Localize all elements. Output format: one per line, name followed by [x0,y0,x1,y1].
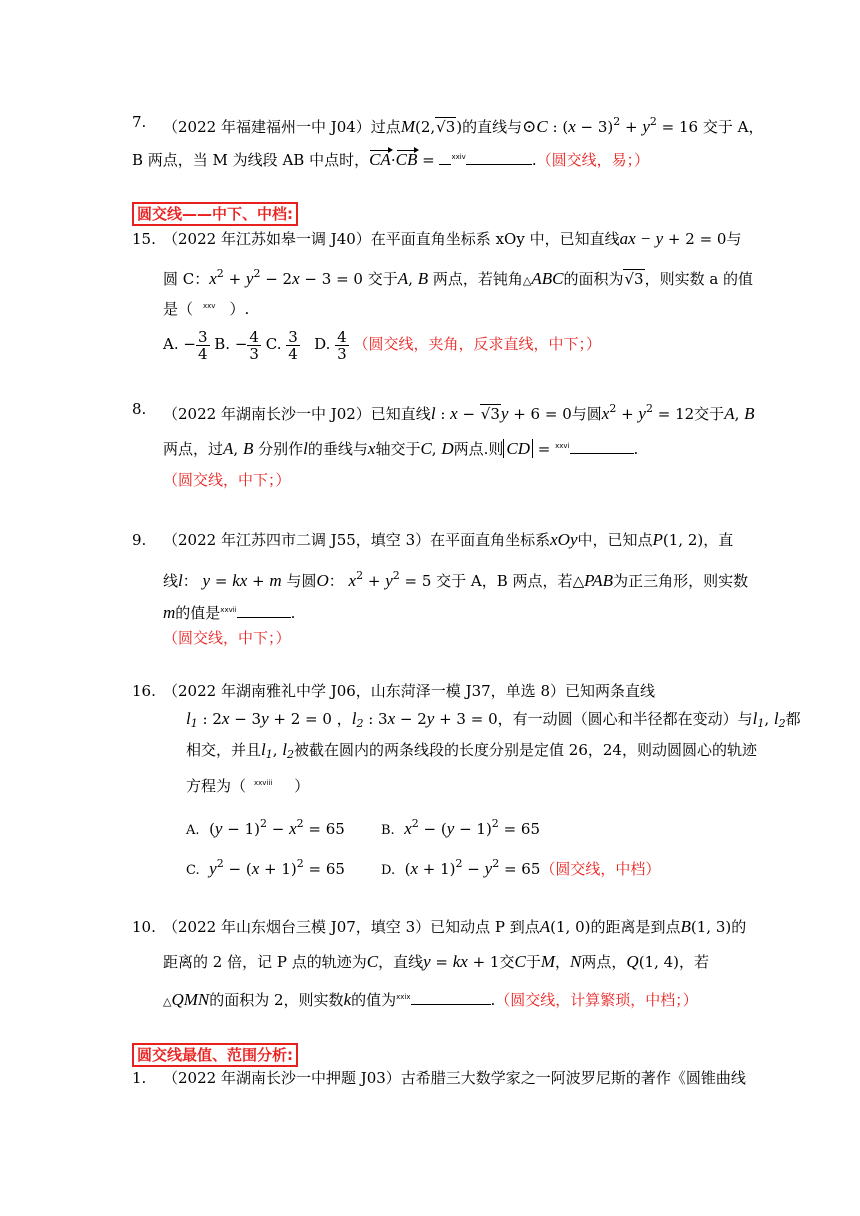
difficulty-tag: （圆交线，计算繁琐，中档；） [495,991,698,1009]
problem-number: 10. [132,918,156,936]
problem-line: （2022 年湖南长沙一中押题 J03）古希腊三大数学家之一阿波罗尼斯的著作《圆锥曲线 [163,1069,746,1087]
problem-line: 两点，过A, B 分别作l的垂线与x轴交于C, D两点.则 CD = $^{xxvi}$ . [163,439,639,458]
problem-line: （2022 年福建福州一中 J04）过点M(2,√3)的直线与⊙C : $(x - 3)^2 + y^2 = 16$ 交于 A， [163,115,764,136]
problem-line: 是（ $^{xxv}$ ）. [163,300,250,318]
difficulty-tag: （圆交线，中下；） [163,471,291,489]
answer-options: A. − $\frac{3}{4}$ B. − $\frac{4}{3}$ C. $\frac{3}{4}$ D. $\frac{4}{3}$ （圆交线，夹角，反求直线，中下；） [163,327,601,363]
problem-line: m的值是$^{xxvii}$ . [163,603,296,622]
problem-line: △QMN的面积为 2，则实数k的值为$^{xxix}$ .（圆交线，计算繁琐，中档；） [163,990,698,1009]
answer-option: B. $x^2 - (y - 1)^2 = 65$ [381,817,540,838]
problem-number: 16. [132,682,156,700]
problem-number: 15. [132,230,156,248]
problem-number: 9. [132,531,147,549]
problem-line: $l_1$ : 2x − 3y + 2 = 0 ，$l_2$ : 3x − 2y + 3 = 0，有一动圆（圆心和半径都在变动）与$l_1$, $l_2$都 [186,709,801,730]
answer-option: A. $(y - 1)^2 - x^2 = 65$ [186,817,345,838]
difficulty-tag: （圆交线，易；） [536,151,650,169]
problem-line: （2022 年湖南长沙一中 J02）已知直线l : x − √3y + 6 = 0与圆$x^2 + y^2 = 12$交于A, B [163,402,755,423]
problem-line: （2022 年江苏如皋一调 J40）在平面直角坐标系 xOy 中，已知直线ax − y + 2 = 0与 [163,229,742,248]
problem-line: （2022 年山东烟台三模 J07，填空 3）已知动点 P 到点A(1, 0)的距离是到点B(1, 3)的 [163,917,747,936]
section-heading: 圆交线最值、范围分析: [132,1043,298,1067]
difficulty-tag: （圆交线，夹角，反求直线，中下；） [353,335,601,353]
problem-line: 圆 C：$x^2 + y^2 - 2x - 3 = 0$ 交于A, B 两点，若钝角△ABC的面积为√3，则实数 a 的值 [163,267,754,288]
problem-line: 距离的 2 倍，记 P 点的轨迹为C，直线y = kx + 1交C于M，N两点，Q(1, 4)，若 [163,952,710,971]
answer-option: D. $(x + 1)^2 - y^2 = 65$（圆交线，中档） [381,857,661,878]
problem-line: 方程为（ $^{xxviii}$ ） [186,777,310,795]
problem-line: 线l： y = kx + m 与圆O： $x^2 + y^2 = 5$ 交于 A，B 两点，若△PAB为正三角形，则实数 [163,569,749,590]
difficulty-tag: （圆交线，中下；） [163,629,291,647]
problem-line: （2022 年江苏四市二调 J55，填空 3）在平面直角坐标系xOy中，已知点P(1, 2)，直 [163,530,734,549]
section-heading: 圆交线——中下、中档: [132,202,298,226]
problem-number: 7. [132,113,147,131]
problem-line: B 两点，当 M 为线段 AB 中点时，CA·CB = $^{xxiv}$ .（圆交线，易；） [132,150,650,169]
difficulty-tag: （圆交线，中档） [540,860,661,878]
problem-number: 8. [132,400,147,418]
problem-line: （2022 年湖南雅礼中学 J06，山东菏泽一模 J37，单选 8）已知两条直线 [163,682,655,700]
problem-line: 相交，并且$l_1$, $l_2$被截在圆内的两条线段的长度分别是定值 26，24，则动圆圆心的轨迹 [186,740,757,761]
problem-number: 1. [132,1069,147,1087]
answer-option: C. $y^2 - (x + 1)^2 = 65$ [186,857,345,878]
